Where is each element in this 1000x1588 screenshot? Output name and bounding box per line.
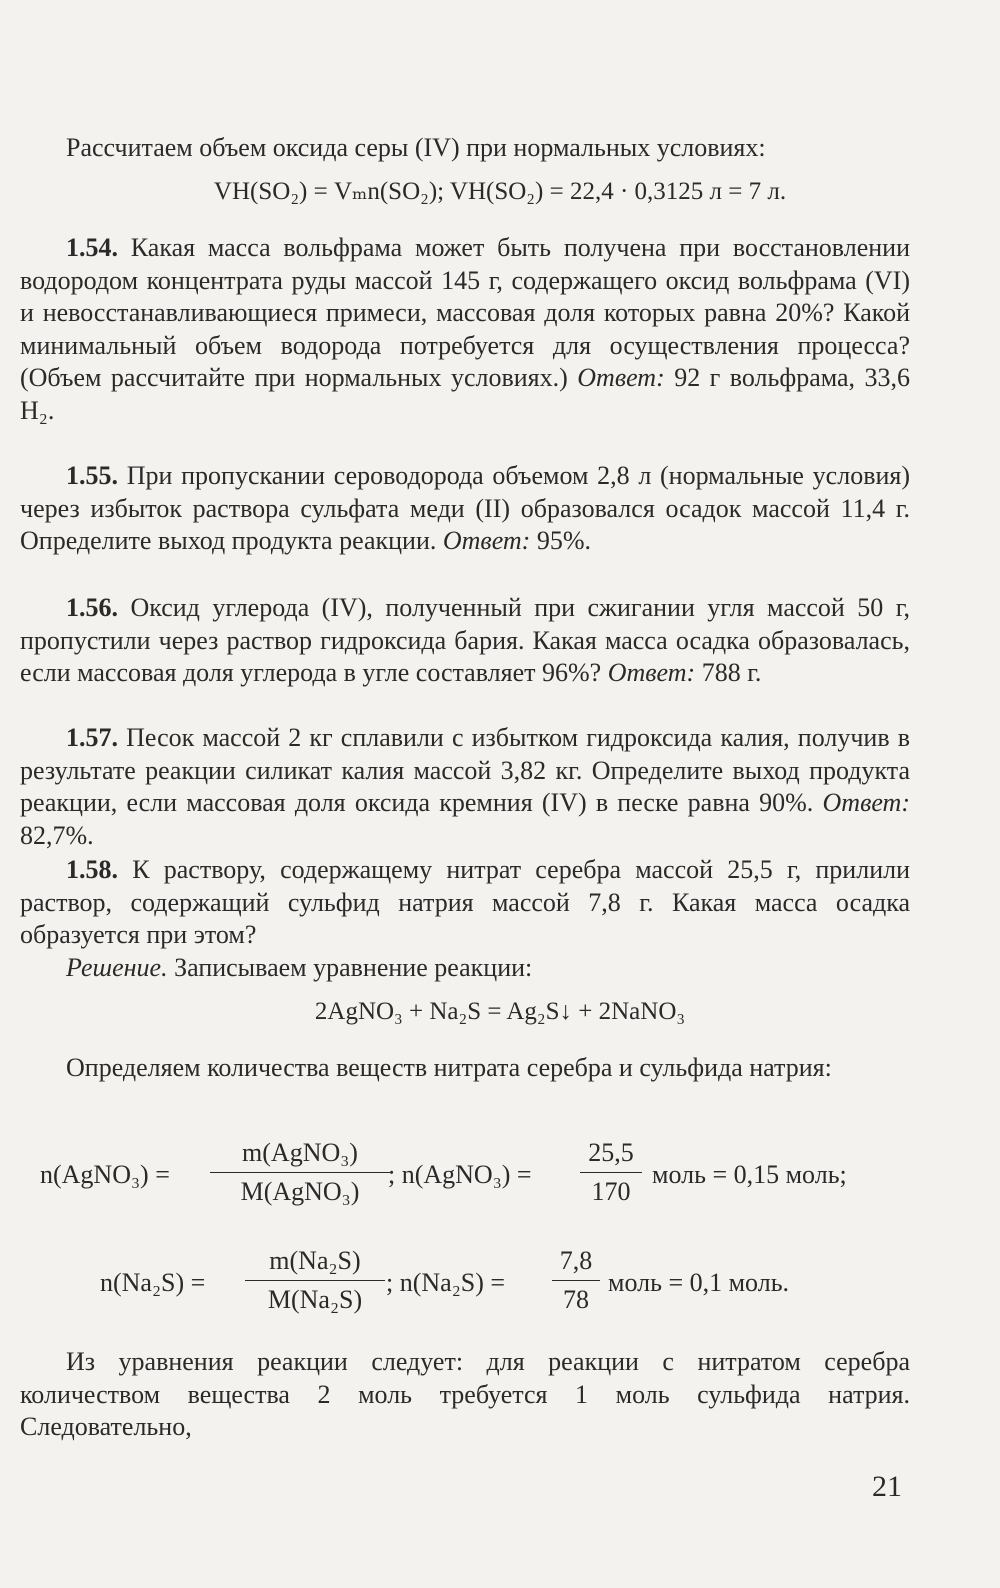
intro-text: Рассчитаем объем оксида серы (IV) при нормальных условиях: xyxy=(66,133,766,162)
amounts-intro: Определяем количества веществ нитрата серебра и сульфида натрия: xyxy=(66,1053,832,1082)
problem-number: 1.58. xyxy=(66,855,118,884)
fraction-denominator: M(AgNO₃) xyxy=(240,1177,360,1206)
answer-value: 95%. xyxy=(536,526,592,556)
fraction-numerator: m(Na₂S) xyxy=(245,1246,385,1281)
fraction-denominator: 170 xyxy=(591,1177,631,1206)
fraction-numerator: 25,5 xyxy=(580,1138,642,1173)
answer-value: 92 г вольфрама, 33,6 H₂. xyxy=(20,363,911,425)
answer-value: 788 г. xyxy=(701,658,762,688)
formula-mid: ; n(AgNO₃) = xyxy=(388,1160,532,1189)
problem-1-54 xyxy=(20,232,910,428)
answer-label: Ответ: xyxy=(577,363,665,393)
fraction-denominator: M(Na₂S) xyxy=(267,1285,363,1314)
formula-mid: ; n(Na₂S) = xyxy=(386,1268,506,1297)
solution-label: Решение. xyxy=(66,953,168,982)
page-number: 21 xyxy=(872,1470,902,1503)
conclusion: Из уравнения реакции следует: для реакции с нитратом серебра количеством вещества 2 моль требуется 1 моль сульфида натрия. Следовательно, xyxy=(20,1347,910,1442)
answer-value: 82,7%. xyxy=(20,820,94,850)
problem-number: 1.57. xyxy=(66,723,118,752)
solution-line xyxy=(20,952,910,985)
formula-lhs: n(Na₂S) = xyxy=(100,1268,206,1297)
fraction-numerator: m(AgNO₃) xyxy=(210,1138,390,1173)
formula-fraction xyxy=(210,1138,390,1207)
problem-number: 1.55. xyxy=(66,461,118,490)
problem-text: Песок массой 2 кг сплавили с избытком гидроксида калия, получив в результате реакции силикат калия массой 3,82 кг. Определите выход продукта реакции, если массовая доля оксида кремния (IV) в песке равна 90%. xyxy=(20,723,910,818)
value-fraction xyxy=(552,1246,600,1315)
fraction-numerator: 7,8 xyxy=(552,1246,600,1281)
value-fraction xyxy=(580,1138,642,1207)
problem-text: Оксид углерода (IV), полученный при сжигании угля массой 50 г, пропустили через раствор гидроксида бария. Какая масса осадка образовалась, если массовая доля углерода в угле составляет 96%? xyxy=(20,593,910,688)
problem-text: При пропускании сероводорода объемом 2,8 л (нормальные условия) через избыток раствора сульфата меди (II) образовался осадок массой 11,4 г. Определите выход продукта реакции. xyxy=(20,461,911,556)
formula-lhs: n(AgNO₃) = xyxy=(40,1160,170,1189)
formula-result: моль = 0,1 моль. xyxy=(608,1268,790,1297)
problem-1-58 xyxy=(20,854,910,952)
reaction-equation: 2AgNO₃ + Na₂S = Ag₂S↓ + 2NaNO₃ xyxy=(314,998,686,1025)
fraction-denominator: 78 xyxy=(563,1285,589,1314)
problem-1-56 xyxy=(20,592,910,690)
problem-text: К раствору, содержащему нитрат серебра массой 25,5 г, прилили раствор, содержащий сульфид натрия массой 7,8 г. Какая масса осадка образуется при этом? xyxy=(20,855,911,950)
answer-label: Ответ: xyxy=(822,788,910,818)
answer-label: Ответ: xyxy=(607,658,696,688)
answer-label: Ответ: xyxy=(442,526,531,556)
problem-text: Какая масса вольфрама может быть получена при восстановлении водородом концентрата руды массой 145 г, содержащего оксид вольфрама (VI) и невосстанавливающиеся примеси, массовая доля которых равна 20%? Какой минимальный объем водорода потребуется для осуществления процесса? (Объем рассчитайте при нормальных условиях.) xyxy=(20,233,910,393)
solution-text: Записываем уравнение реакции: xyxy=(174,953,533,982)
problem-1-55 xyxy=(20,460,910,558)
formula-fraction xyxy=(245,1246,385,1315)
problem-number: 1.56. xyxy=(66,593,118,622)
problem-number: 1.54. xyxy=(66,233,118,262)
formula-result: моль = 0,15 моль; xyxy=(652,1160,847,1189)
problem-1-57 xyxy=(20,722,910,852)
volume-formula: VН(SO₂) = Vₘn(SO₂); VН(SO₂) = 22,4 · 0,3125 л = 7 л. xyxy=(213,178,787,205)
